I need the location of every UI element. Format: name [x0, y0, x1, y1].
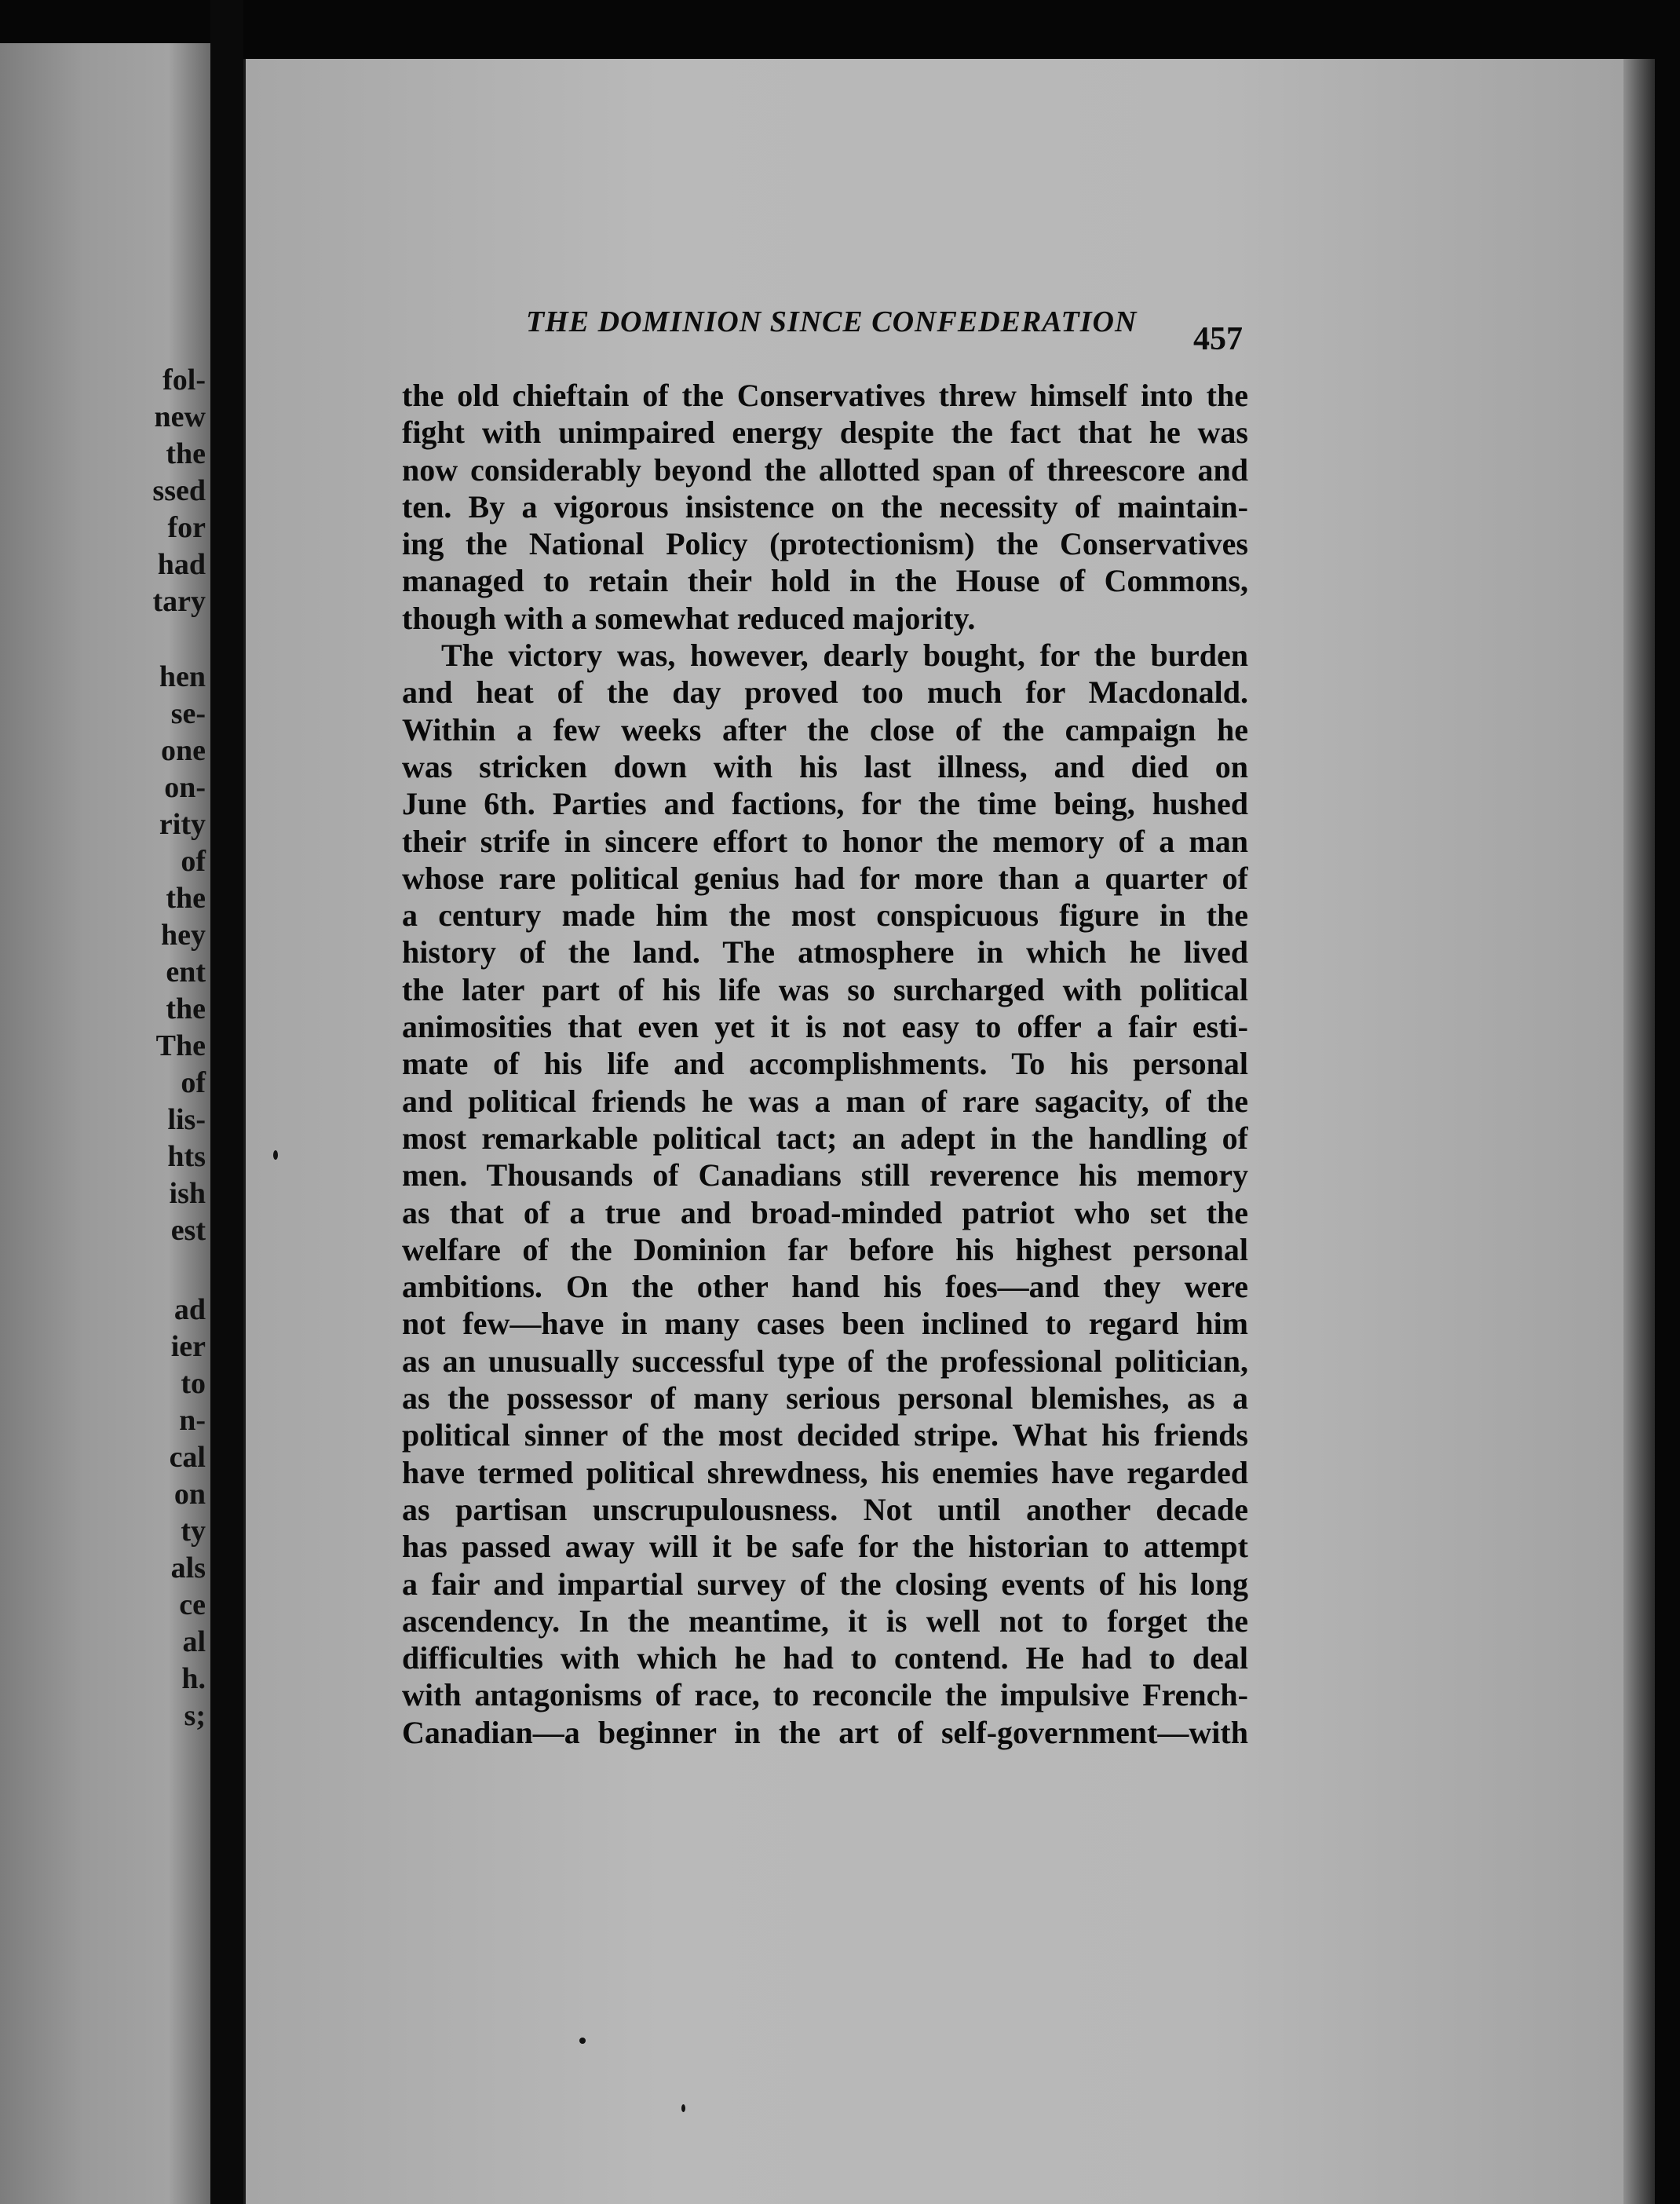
facing-page-line: ssed — [152, 474, 206, 507]
facing-page-line: hts — [167, 1140, 206, 1173]
facing-page-line: ty — [181, 1515, 206, 1548]
facing-page-line: al — [182, 1625, 206, 1658]
text-line: June 6th. Parties and factions, for the time being, hushed — [402, 786, 1248, 822]
facing-page-line: the — [166, 437, 206, 470]
text-line: difficulties with which he had to contend. He had to deal — [402, 1640, 1248, 1676]
text-line: Within a few weeks after the close of the campaign he — [402, 711, 1248, 747]
text-line: a fair and impartial survey of the closing events of his long — [402, 1566, 1248, 1602]
text-line: animosities that even yet it is not easy to offer a fair esti- — [402, 1009, 1248, 1045]
facing-page-line: for — [167, 511, 206, 544]
facing-page-line: h. — [181, 1662, 206, 1695]
text-line: a century made him the most conspicuous figure in the — [402, 897, 1248, 934]
facing-page-line: ier — [170, 1330, 206, 1363]
text-line: The victory was, however, dearly bought, for the burden — [441, 638, 1248, 674]
text-line: political sinner of the most decided stripe. What his friends — [402, 1417, 1248, 1453]
facing-page-line: hen — [159, 660, 206, 693]
facing-page-line: of — [181, 1066, 206, 1099]
facing-page-line: on — [173, 1478, 206, 1511]
facing-page-line: ce — [179, 1588, 206, 1621]
facing-page-line: se- — [170, 697, 206, 730]
facing-page-line: cal — [169, 1441, 206, 1474]
text-line: with antagonisms of race, to reconcile the impulsive French- — [402, 1677, 1248, 1713]
ink-speck — [273, 1150, 278, 1160]
text-line: the later part of his life was so surcharged with political — [402, 971, 1248, 1007]
text-line: ambitions. On the other hand his foes—and they were — [402, 1269, 1248, 1305]
facing-page-line: the — [166, 882, 206, 915]
facing-page-line: The — [155, 1029, 206, 1062]
text-line: history of the land. The atmosphere in which he lived — [402, 934, 1248, 970]
text-line: whose rare political genius had for more than a quarter of — [402, 860, 1248, 896]
book-gutter — [210, 0, 243, 2204]
body-text — [402, 377, 1248, 1751]
text-line: fight with unimpaired energy despite the fact that he was — [402, 415, 1248, 451]
facing-page-line: n- — [179, 1404, 206, 1437]
facing-page-line: ent — [166, 956, 206, 989]
text-line: and political friends he was a man of rare sagacity, of the — [402, 1083, 1248, 1119]
text-line: managed to retain their hold in the House of Commons, — [402, 563, 1248, 599]
text-line: the old chieftain of the Conservatives threw himself into the — [402, 378, 1248, 413]
facing-page-line: of — [181, 845, 206, 878]
facing-page-line: fol- — [163, 364, 206, 397]
ink-speck — [681, 2104, 685, 2112]
facing-page-line: tary — [152, 585, 206, 618]
ink-speck — [579, 2038, 586, 2044]
facing-page-line: on- — [164, 771, 206, 804]
text-line: ascendency. In the meantime, it is well not to forget the — [402, 1603, 1248, 1639]
text-line: most remarkable political tact; an adept in the handling of — [402, 1120, 1248, 1156]
text-line: though with a somewhat reduced majority. — [402, 600, 976, 636]
text-line: now considerably beyond the allotted span of threescore and — [402, 451, 1248, 488]
facing-page-line: lis- — [167, 1103, 206, 1136]
facing-page-line: new — [154, 400, 206, 433]
text-line: as an unusually successful type of the professional politician, — [402, 1343, 1248, 1379]
facing-page-line: hey — [161, 919, 206, 952]
text-line: welfare of the Dominion far before his highest personal — [402, 1231, 1248, 1267]
facing-page-line: one — [161, 734, 206, 767]
text-line: have termed political shrewdness, his enemies have regarded — [402, 1454, 1248, 1490]
text-line: mate of his life and accomplishments. To his personal — [402, 1046, 1248, 1082]
text-line: not few—have in many cases been inclined to regard him — [402, 1306, 1248, 1342]
facing-page-line: rity — [159, 808, 206, 841]
text-line: was stricken down with his last illness, and died on — [402, 748, 1248, 784]
facing-page-line: to — [181, 1367, 206, 1400]
text-line: ten. By a vigorous insistence on the necessity of maintain- — [402, 488, 1248, 525]
page-number: 457 — [1193, 321, 1243, 357]
text-line: ing the National Policy (protectionism) the Conservatives — [402, 526, 1248, 562]
facing-page-line: est — [170, 1214, 206, 1247]
facing-page-line: ish — [169, 1177, 206, 1210]
text-line: as the possessor of many serious personal blemishes, as a — [402, 1380, 1248, 1416]
text-line: as partisan unscrupulousness. Not until another decade — [402, 1491, 1248, 1527]
facing-page-line: als — [170, 1552, 206, 1584]
text-line: as that of a true and broad-minded patriot who set the — [402, 1194, 1248, 1230]
facing-page-line: the — [166, 992, 206, 1025]
text-line: Canadian—a beginner in the art of self-government—with — [402, 1714, 1248, 1750]
text-line: men. Thousands of Canadians still reverence his memory — [402, 1157, 1248, 1193]
page-edge-shadow — [1623, 59, 1655, 2204]
facing-page-fragment — [0, 43, 210, 2204]
text-line: and heat of the day proved too much for Macdonald. — [402, 674, 1248, 711]
running-head: THE DOMINION SINCE CONFEDERATION — [526, 305, 1138, 338]
facing-page-line: s; — [184, 1699, 206, 1732]
facing-page-line: ad — [173, 1293, 206, 1326]
text-line: has passed away will it be safe for the historian to attempt — [402, 1529, 1248, 1565]
text-line: their strife in sincere effort to honor the memory of a man — [402, 823, 1248, 859]
facing-page-line: had — [157, 548, 206, 581]
